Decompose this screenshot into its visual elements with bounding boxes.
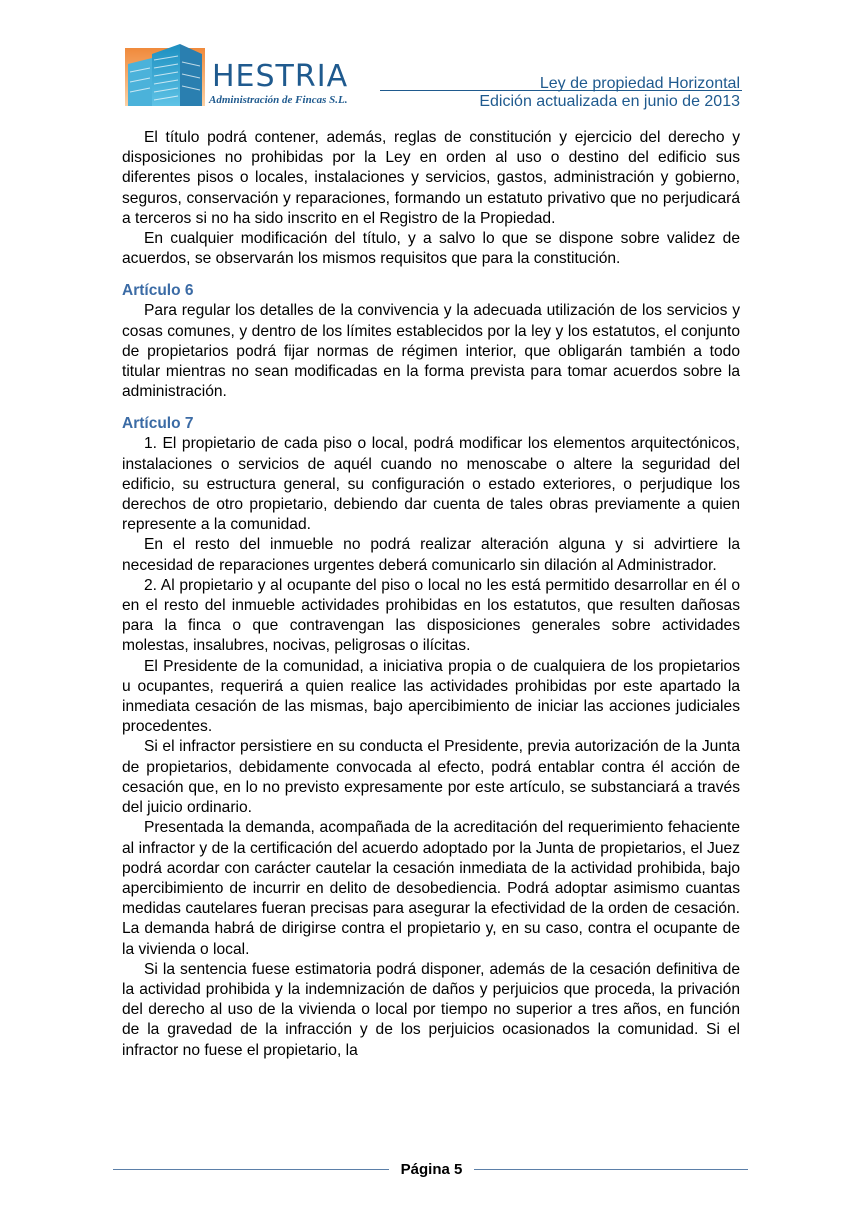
edition-note: Edición actualizada en junio de 2013 xyxy=(479,93,740,110)
article-heading: Artículo 7 xyxy=(122,415,194,433)
paragraph: Presentada la demanda, acompañada de la acreditación del requerimiento fehaciente al infractor y de la certificación del acuerdo adoptado por la Junta de propietarios, el Juez podrá acordar con carácter cautelar la cesación inmediata de la actividad prohibida, bajo apercibimiento de incurrir en delito de desobediencia. Podrá adoptar asimismo cuantas medidas cautelares fueran precisas para asegurar la efectividad de la orden de cesación. La demanda habrá de dirigirse contra el propietario y, en su caso, contra el ocupante de la vivienda o local. xyxy=(122,819,740,958)
paragraph: Si el infractor persistiere en su conducta el Presidente, previa autorización de la Junta de propietarios, debidamente convocada al efecto, podrá entablar contra él acción de cesación que, en lo no previsto expresamente por este artículo, se substanciará a través del juicio ordinario. xyxy=(122,738,740,817)
header-divider xyxy=(380,90,742,91)
paragraph: En el resto del inmueble no podrá realizar alteración alguna y si advirtiere la necesidad de reparaciones urgentes deberá comunicarlo sin dilación al Administrador. xyxy=(122,536,740,574)
footer-divider-right xyxy=(474,1169,748,1170)
paragraph: Si la sentencia fuese estimatoria podrá disponer, además de la cesación definitiva de la actividad prohibida y la indemnización de daños y perjuicios que proceda, la privación del derecho al uso de la vivienda o local por tiempo no superior a tres años, en función de la gravedad de la infracción y de los perjuicios ocasionados la comunidad. Si el infractor no fuese el propietario, la xyxy=(122,960,740,1059)
footer-divider-left xyxy=(113,1169,389,1170)
paragraph: El Presidente de la comunidad, a iniciativa propia o de cualquiera de los propietarios u ocupantes, requerirá a quien realice las actividades prohibidas por este apartado la inmediata cesación de las mismas, bajo apercibimiento de iniciar las acciones judiciales procedentes. xyxy=(122,657,740,736)
document-title: Ley de propiedad Horizontal xyxy=(539,75,740,92)
article-heading: Artículo 6 xyxy=(122,282,194,300)
paragraph: En cualquier modificación del título, y a salvo lo que se dispone sobre validez de acuerdos, se observarán los mismos requisitos que para la constitución. xyxy=(122,230,740,268)
brand-subtitle: Administración de Fincas S.L. xyxy=(209,94,348,106)
page-number: Página 5 xyxy=(400,1161,463,1178)
paragraph: 2. Al propietario y al ocupante del piso o local no les está permitido desarrollar en él o en el resto del inmueble actividades prohibidas en los estatutos, que resulten dañosas para la finca o que contravengan las disposiciones generales sobre actividades molestas, insalubres, nocivas, peligrosas o ilícitas. xyxy=(122,576,740,655)
paragraph: Para regular los detalles de la convivencia y la adecuada utilización de los servicios y cosas comunes, y dentro de los límites establecidos por la ley y los estatutos, el conjunto de propietarios podrá fijar normas de régimen interior, que obligarán también a todo titular mientras no sean modificadas en la forma prevista para tomar acuerdos sobre la administración. xyxy=(122,302,740,401)
page-body xyxy=(122,128,740,1061)
paragraph: El título podrá contener, además, reglas de constitución y ejercicio del derecho y disposiciones no prohibidas por la Ley en orden al uso o destino del edificio sus diferentes pisos o locales, instalaciones y servicios, gastos, administración y gobierno, seguros, conservación y reparaciones, formando un estatuto privativo que no perjudicará a terceros si no ha sido inscrito en el Registro de la Propiedad. xyxy=(122,129,740,227)
paragraph: 1. El propietario de cada piso o local, podrá modificar los elementos arquitectónicos, instalaciones o servicios de aquél cuando no menoscabe o altere la seguridad del edificio, su estructura general, su configuración o estado exteriores, o perjudique los derechos de otro propietario, debiendo dar cuenta de tales obras previamente a quien represente a la comunidad. xyxy=(122,435,740,534)
page-header xyxy=(0,0,861,115)
brand-name: HESTRIA xyxy=(212,59,349,94)
